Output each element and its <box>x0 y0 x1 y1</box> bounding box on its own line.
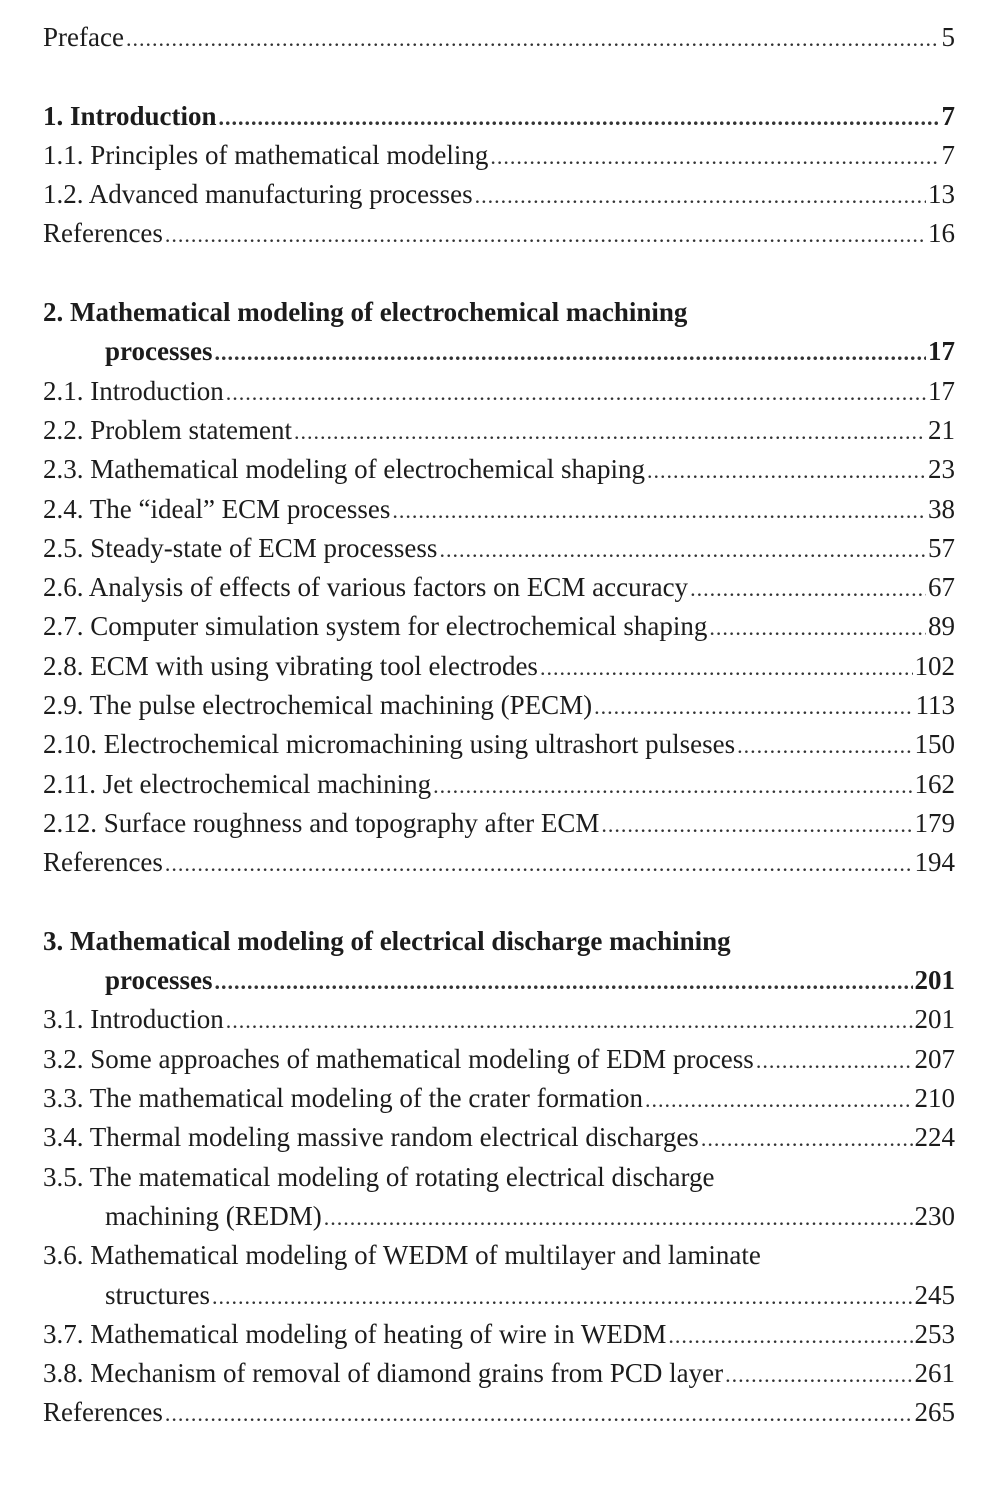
dot-leader <box>540 648 913 687</box>
toc-entry[interactable] <box>43 1276 955 1315</box>
toc-entry-title: 3.3. The mathematical modeling of the crater formation <box>43 1083 644 1114</box>
dot-leader <box>215 333 927 372</box>
toc-entry-references[interactable] <box>43 843 955 882</box>
toc-entry-page: 16 <box>928 218 955 249</box>
toc-entry[interactable] <box>43 411 955 450</box>
toc-entry-page: 7 <box>941 100 955 131</box>
toc-entry-page: 13 <box>928 179 955 210</box>
toc-chapter-1[interactable] <box>43 97 955 136</box>
toc-entry-title: 2.6. Analysis of effects of various factors on ECM accuracy <box>43 572 689 603</box>
toc-entry-title: 1.1. Principles of mathematical modeling <box>43 139 489 170</box>
toc-entry-page: 21 <box>928 414 955 445</box>
toc-entry[interactable] <box>43 1354 955 1393</box>
toc-entry-page: 265 <box>914 1397 955 1428</box>
toc-entry-title: 3.5. The matematical modeling of rotating electrical discharge <box>43 1161 715 1192</box>
toc-chapter-title: 2. Mathematical modeling of electrochemical machining <box>43 297 688 328</box>
toc-entry-page: 113 <box>915 690 955 721</box>
toc-entry[interactable] <box>43 175 955 214</box>
toc-entry-page: 89 <box>928 611 955 642</box>
toc-entry-page: 253 <box>914 1318 955 1349</box>
toc-entry-title-cont: structures <box>105 1279 210 1310</box>
toc-entry-title: Preface <box>43 22 124 52</box>
toc-entry[interactable] <box>43 1040 955 1079</box>
toc-entry-page: 179 <box>914 807 955 838</box>
dot-leader <box>475 176 926 215</box>
dot-leader <box>392 491 926 530</box>
toc-entry[interactable] <box>43 490 955 529</box>
toc-entry-title: 2.11. Jet electrochemical machining <box>43 768 432 799</box>
dot-leader <box>647 451 926 490</box>
dot-leader <box>165 844 913 883</box>
toc-entry-page: 57 <box>928 532 955 563</box>
toc-entry-page: 224 <box>914 1122 955 1153</box>
toc-entry-title: 3.1. Introduction <box>43 1004 224 1035</box>
dot-leader <box>165 1394 913 1433</box>
dot-leader <box>439 530 926 569</box>
toc-entry[interactable] <box>43 804 955 843</box>
toc-entry-title: 2.2. Problem statement <box>43 414 292 445</box>
toc-entry-title: References <box>43 218 163 249</box>
toc-entry[interactable] <box>43 1079 955 1118</box>
dot-leader <box>737 726 912 765</box>
dot-leader <box>490 137 939 176</box>
toc-entry-title: 1.2. Advanced manufacturing processes <box>43 179 473 210</box>
dot-leader <box>226 1001 913 1040</box>
toc-entry[interactable] <box>43 647 955 686</box>
toc-entry-page: 150 <box>914 729 955 760</box>
toc-entry-title: 3.8. Mechanism of removal of diamond grains from PCD layer <box>43 1358 724 1389</box>
toc-entry-line[interactable] <box>43 1158 955 1197</box>
toc-entry-title: 3.4. Thermal modeling massive random electrical discharges <box>43 1122 699 1153</box>
dot-leader <box>709 608 926 647</box>
toc-entry-page: 38 <box>928 493 955 524</box>
toc-chapter-3[interactable] <box>43 961 955 1000</box>
dot-leader <box>219 98 940 137</box>
toc-chapter-2[interactable] <box>43 332 955 371</box>
toc-entry-title: 2.8. ECM with using vibrating tool electrodes <box>43 650 538 681</box>
dot-leader <box>433 766 912 805</box>
toc-chapter-2-title-line[interactable] <box>43 293 955 332</box>
toc-entry-page: 194 <box>914 847 955 878</box>
toc-entry[interactable] <box>43 136 955 175</box>
dot-leader <box>226 373 926 412</box>
toc-chapter-title-cont: processes <box>105 965 213 996</box>
section-gap <box>43 254 955 293</box>
section-gap <box>43 57 955 96</box>
dot-leader <box>294 412 926 451</box>
toc-entry[interactable] <box>43 1118 955 1157</box>
toc-entry-title-cont: machining (REDM) <box>105 1200 322 1231</box>
toc-entry-title: 3.7. Mathematical modeling of heating of wire in WEDM <box>43 1318 667 1349</box>
toc-entry-page: 17 <box>928 336 955 367</box>
toc-entry-references[interactable] <box>43 1393 955 1432</box>
toc-entry[interactable] <box>43 450 955 489</box>
toc-entry-page: 201 <box>914 965 955 996</box>
toc-entry-page: 261 <box>914 1358 955 1389</box>
toc-entry-title: 3.2. Some approaches of mathematical modeling of EDM process <box>43 1043 754 1074</box>
toc-entry[interactable] <box>43 529 955 568</box>
toc-entry-title: 2.3. Mathematical modeling of electrochemical shaping <box>43 454 646 485</box>
dot-leader <box>165 215 926 254</box>
toc-chapter-title: 1. Introduction <box>43 100 217 131</box>
table-of-contents <box>43 18 955 1433</box>
toc-entry-page: 210 <box>914 1083 955 1114</box>
dot-leader <box>756 1041 913 1080</box>
dot-leader <box>594 687 913 726</box>
dot-leader <box>645 1080 912 1119</box>
toc-entry-title: 2.4. The “ideal” ECM processes <box>43 493 391 524</box>
dot-leader <box>212 1277 913 1316</box>
toc-entry-title: 3.6. Mathematical modeling of WEDM of multilayer and laminate <box>43 1240 761 1271</box>
toc-chapter-title: 3. Mathematical modeling of electrical discharge machining <box>43 925 731 956</box>
dot-leader <box>690 569 926 608</box>
toc-entry[interactable] <box>43 1315 955 1354</box>
toc-entry[interactable] <box>43 1000 955 1039</box>
toc-entry-page: 67 <box>928 572 955 603</box>
toc-entry-title: References <box>43 847 163 878</box>
toc-entry-page: 201 <box>914 1004 955 1035</box>
toc-entry-page: 17 <box>928 375 955 406</box>
section-gap <box>43 883 955 922</box>
toc-entry-page: 207 <box>914 1043 955 1074</box>
toc-entry-page: 230 <box>914 1200 955 1231</box>
dot-leader <box>126 19 940 58</box>
dot-leader <box>701 1119 913 1158</box>
dot-leader <box>324 1198 913 1237</box>
dot-leader <box>725 1355 912 1394</box>
toc-entry[interactable] <box>43 725 955 764</box>
toc-entry[interactable] <box>43 1197 955 1236</box>
toc-entry-page: 245 <box>914 1279 955 1310</box>
toc-entry-line[interactable] <box>43 1236 955 1275</box>
toc-entry-page: 5 <box>941 22 955 52</box>
toc-entry-title: 2.12. Surface roughness and topography after ECM <box>43 807 600 838</box>
dot-leader <box>668 1316 912 1355</box>
toc-chapter-title-cont: processes <box>105 336 213 367</box>
toc-entry[interactable] <box>43 568 955 607</box>
toc-entry[interactable] <box>43 686 955 725</box>
toc-entry-page: 23 <box>928 454 955 485</box>
toc-entry[interactable] <box>43 607 955 646</box>
toc-entry-title: 2.9. The pulse electrochemical machining (PECM) <box>43 690 593 721</box>
toc-entry-title: 2.7. Computer simulation system for electrochemical shaping <box>43 611 708 642</box>
toc-entry-title: 2.10. Electrochemical micromachining using ultrashort pulseses <box>43 729 736 760</box>
toc-entry-title: 2.1. Introduction <box>43 375 224 406</box>
toc-entry[interactable] <box>43 765 955 804</box>
dot-leader <box>215 962 913 1001</box>
toc-entry[interactable] <box>43 372 955 411</box>
toc-entry-preface[interactable] <box>43 18 955 57</box>
dot-leader <box>601 805 912 844</box>
toc-entry-references[interactable] <box>43 214 955 253</box>
toc-entry-title: 2.5. Steady-state of ECM processess <box>43 532 438 563</box>
toc-entry-title: References <box>43 1397 163 1428</box>
toc-entry-page: 7 <box>941 139 955 170</box>
toc-entry-page: 162 <box>914 768 955 799</box>
toc-entry-page: 102 <box>914 650 955 681</box>
toc-chapter-3-title-line[interactable] <box>43 922 955 961</box>
